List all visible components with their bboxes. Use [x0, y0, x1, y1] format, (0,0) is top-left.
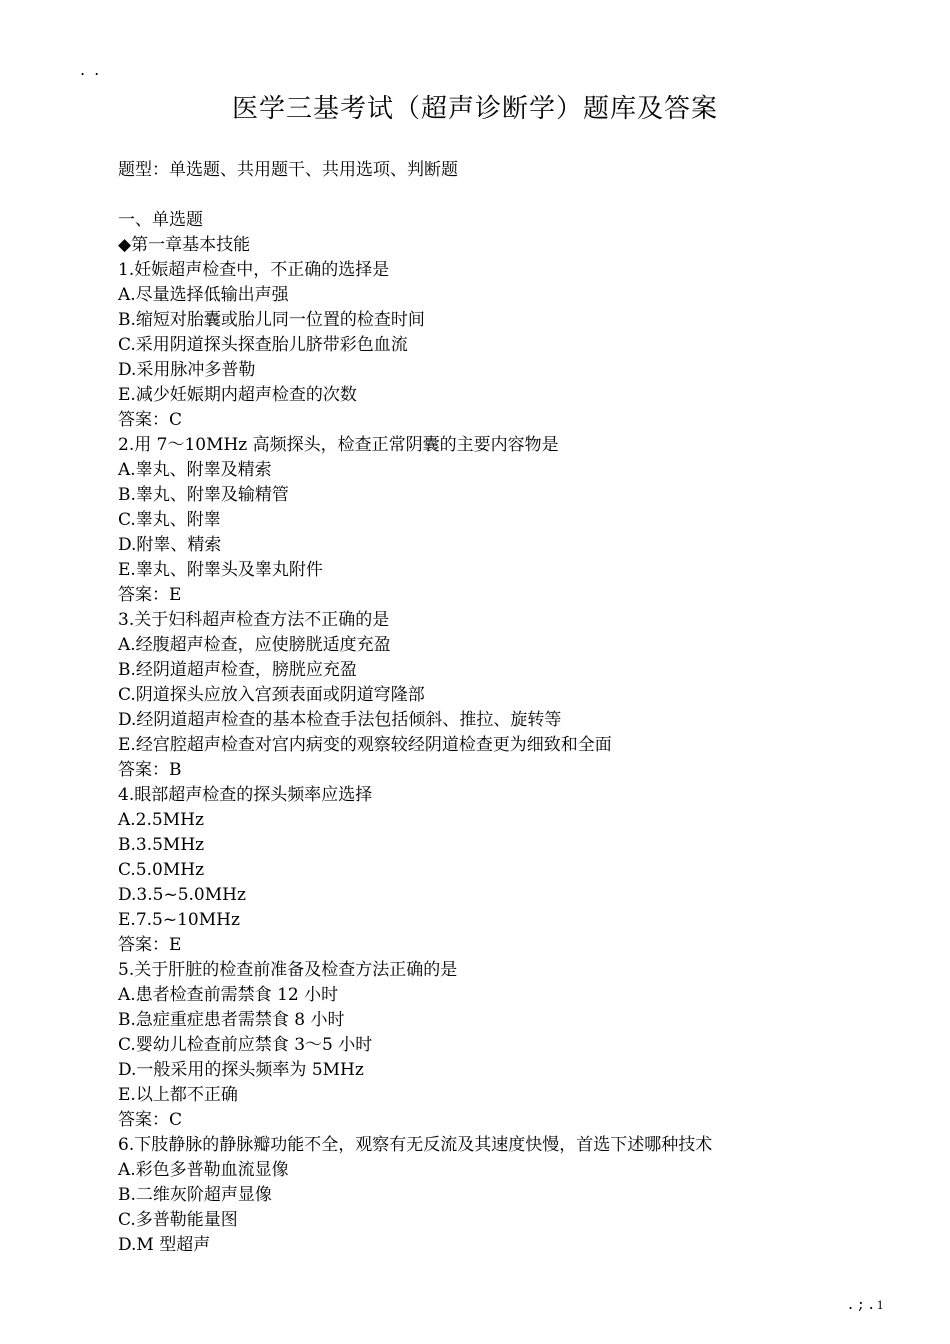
document-body: [118, 158, 838, 1258]
option-line: E.经宫腔超声检查对宫内病变的观察较经阴道检查更为细致和全面: [118, 735, 612, 755]
option-line: B.二维灰阶超声显像: [118, 1185, 272, 1205]
section-heading: 一、单选题: [118, 210, 203, 230]
answer-line: 答案：E: [118, 935, 182, 955]
option-line: E.7.5~10MHz: [118, 910, 240, 930]
option-line: D.3.5~5.0MHz: [118, 885, 246, 905]
option-line: D.经阴道超声检查的基本检查手法包括倾斜、推拉、旋转等: [118, 710, 562, 730]
option-line: C.阴道探头应放入宫颈表面或阴道穹隆部: [118, 685, 425, 705]
option-line: E.以上都不正确: [118, 1085, 238, 1105]
document-title: 医学三基考试（超声诊断学）题库及答案: [231, 94, 718, 124]
question-stem: 5.关于肝脏的检查前准备及检查方法正确的是: [118, 960, 458, 980]
option-line: E.减少妊娠期内超声检查的次数: [118, 385, 357, 405]
option-line: A.经腹超声检查，应使膀胱适度充盈: [118, 635, 391, 655]
option-line: D.采用脉冲多普勒: [118, 360, 256, 380]
option-line: B.睾丸、附睾及输精管: [118, 485, 289, 505]
option-line: D.一般采用的探头频率为 5MHz: [118, 1060, 364, 1080]
option-line: A.尽量选择低输出声强: [118, 285, 289, 305]
option-line: C.婴幼儿检查前应禁食 3～5 小时: [118, 1035, 373, 1055]
question-stem: 2.用 7～10MHz 高频探头，检查正常阴囊的主要内容物是: [118, 435, 559, 455]
option-line: C.采用阴道探头探查胎儿脐带彩色血流: [118, 335, 408, 355]
blank-line: [118, 183, 838, 208]
option-line: C.多普勒能量图: [118, 1210, 238, 1230]
question-stem: 1.妊娠超声检查中，不正确的选择是: [118, 260, 390, 280]
answer-line: 答案：C: [118, 1110, 183, 1130]
option-line: A.2.5MHz: [118, 810, 204, 830]
option-line: C.5.0MHz: [118, 860, 205, 880]
answer-line: 答案：C: [118, 410, 183, 430]
option-line: E.睾丸、附睾头及睾丸附件: [118, 560, 323, 580]
question-list: [118, 258, 838, 1258]
question-stem: 3.关于妇科超声检查方法不正确的是: [118, 610, 390, 630]
option-line: B.缩短对胎囊或胎儿同一位置的检查时间: [118, 310, 425, 330]
question-types: 题型：单选题、共用题干、共用选项、判断题: [118, 160, 458, 180]
chapter-heading: ◆第一章基本技能: [118, 235, 251, 255]
option-line: B.急症重症患者需禁食 8 小时: [118, 1010, 345, 1030]
option-line: D.附睾、精索: [118, 535, 222, 555]
option-line: B.3.5MHz: [118, 835, 205, 855]
option-line: D.M 型超声: [118, 1235, 211, 1255]
option-line: A.彩色多普勒血流显像: [118, 1160, 289, 1180]
page-footer: [848, 1294, 884, 1313]
question-stem: 6.下肢静脉的静脉瓣功能不全，观察有无反流及其速度快慢，首选下述哪种技术: [118, 1135, 713, 1155]
page-number: 1: [876, 1299, 884, 1312]
answer-line: 答案：B: [118, 760, 182, 780]
option-line: C.睾丸、附睾: [118, 510, 221, 530]
answer-line: 答案：E: [118, 585, 182, 605]
option-line: A.患者检查前需禁食 12 小时: [118, 985, 339, 1005]
option-line: A.睾丸、附睾及精索: [118, 460, 272, 480]
corner-mark: . .: [80, 60, 102, 79]
question-stem: 4.眼部超声检查的探头频率应选择: [118, 785, 373, 805]
option-line: B.经阴道超声检查，膀胱应充盈: [118, 660, 357, 680]
footer-mark: . ; .: [848, 1294, 874, 1313]
